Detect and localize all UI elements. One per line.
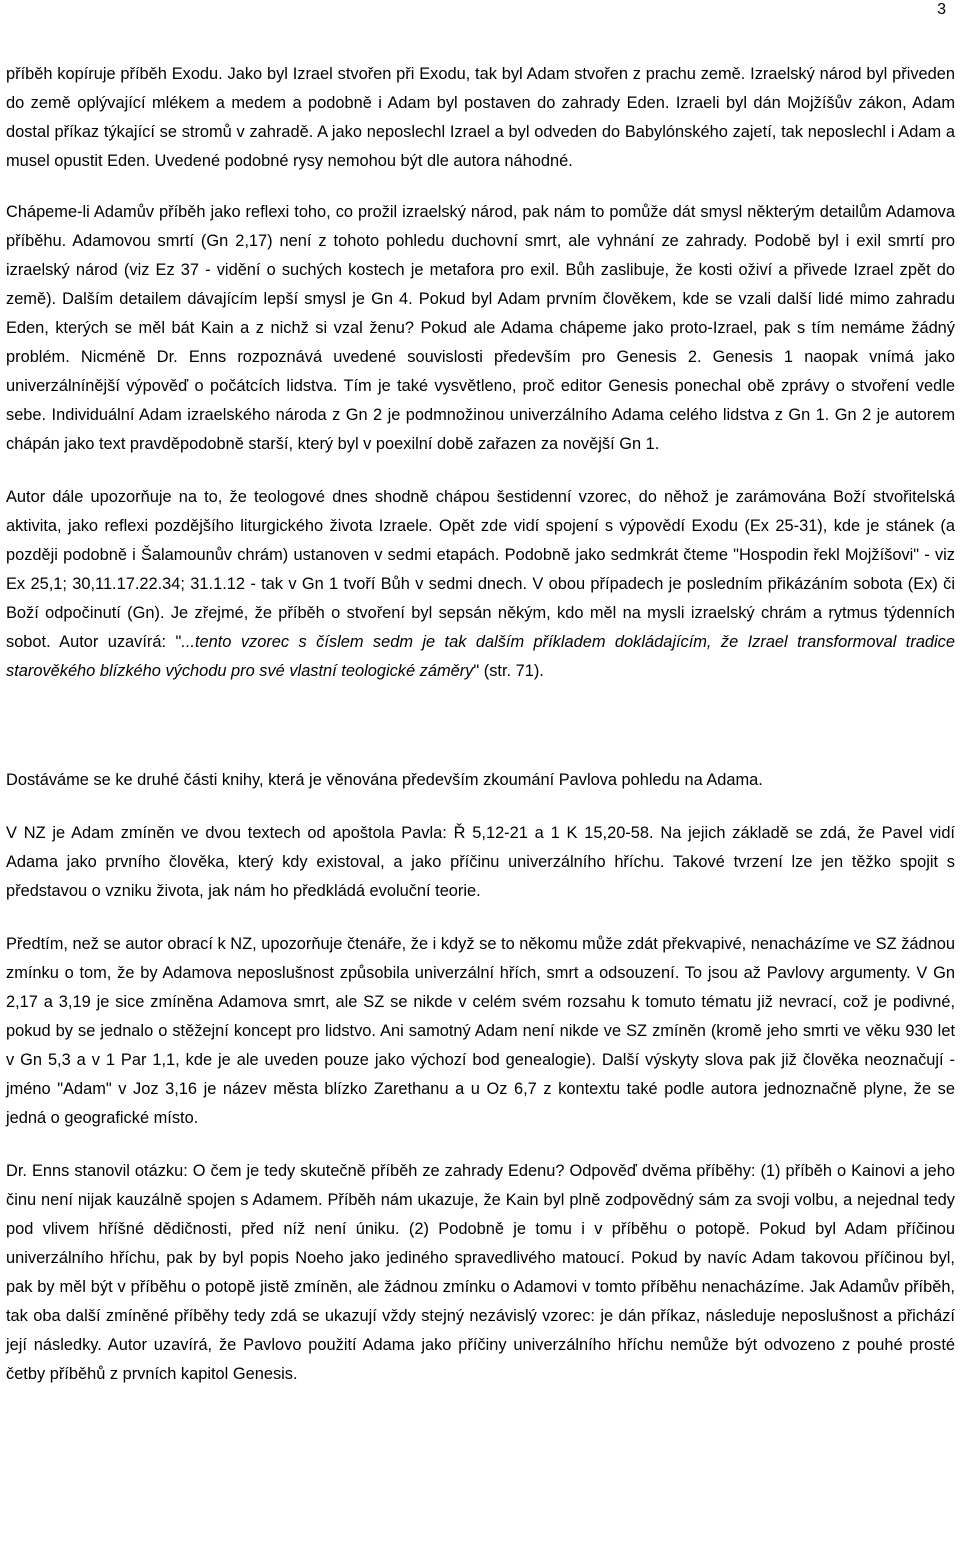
paragraph-1-text: příběh kopíruje příběh Exodu. Jako byl Izrael stvořen při Exodu, tak byl Adam stvořen z prachu země. Izraelský národ byl přiveden do země oplývající mlékem a medem a podobně i Adam byl postaven do zahrady Eden. Izraeli byl dán Mojžíšův zákon, Adam dostal příkaz týkající se stromů v zahradě. A jako neposlechl Izrael a byl odveden do Babylónského zajetí, tak neposlechl i Adam a musel opustit Eden. Uvedené podobné rysy nemohou být dle autora náhodné. bbox=[6, 65, 955, 170]
paragraph-7-text: Dr. Enns stanovil otázku: O čem je tedy skutečně příběh ze zahrady Edenu? Odpověď dvěma příběhy: (1) příběh o Kainovi a jeho činu není nijak kauzálně spojen s Adamem. Příběh nám ukazuje, že Kain byl plně zodpovědný sám za svoji volbu, a nejednal tedy pod vlivem hříšné dědičnosti, před níž není úniku. (2) Podobně je tomu i v příběhu o potopě. Pokud byl Adam příčinou univerzálního hříchu, pak by byl popis Noeho jako jediného spravedlivého matoucí. Pokud by navíc Adam takovou příčinou byl, pak by měl být v příběhu o potopě jistě zmíněn, ale žádnou zmínku o Adamovi v tomto příběhu nenacházíme. Jak Adamův příběh, tak oba další zmíněné příběhy tedy zdá se ukazují vždy stejný nezávislý vzorec: je dán příkaz, následuje neposlušnost a přichází její následky. Autor uzavírá, že Pavlovo použití Adama jako příčiny univerzálního hříchu nemůže být odvozeno z pouhé prosté četby příběhů z prvních kapitol Genesis. bbox=[6, 1162, 955, 1383]
paragraph-6-text: Předtím, než se autor obrací k NZ, upozorňuje čtenáře, že i když se to někomu může zdát překvapivé, nenacházíme ve SZ žádnou zmínku o tom, že by Adamova neposlušnost způsobila univerzální hřích, smrt a odsouzení. To jsou až Pavlovy argumenty. V Gn 2,17 a 3,19 je sice zmíněna Adamova smrt, ale SZ se nikde v celém svém rozsahu k tomuto tématu již nevrací, což je podivné, pokud by se jednalo o stěžejní koncept pro lidstvo. Ani samotný Adam není nikde ve SZ zmíněn (kromě jeho smrti ve věku 930 let v Gn 5,3 a v 1 Par 1,1, kde je ale uveden pouze jako výchozí bod genealogie). Další výskyty slova pak již člověka neoznačují - jméno "Adam" v Joz 3,16 je název města blízko Zarethanu a u Oz 6,7 z kontextu také podle autora jednoznačně plyne, že se jedná o geografické místo. bbox=[6, 935, 955, 1127]
paragraph-3-text-end: " (str. 71). bbox=[473, 662, 544, 680]
paragraph-5 bbox=[6, 819, 955, 906]
paragraph-6 bbox=[6, 930, 955, 1133]
paragraph-3-text-start: Autor dále upozorňuje na to, že teologové dnes shodně chápou šestidenní vzorec, do něhož je zarámována Boží stvořitelská aktivita, jako reflexi pozdějšího liturgického života Izraele. Opět zde vidí spojení s výpovědí Exodu (Ex 25-31), kde je stánek (a později podobně i Šalamounův chrám) ustanoven v sedmi etapách. Podobně jako sedmkrát čteme "Hospodin řekl Mojžíšovi" - viz Ex 25,1; 30,11.17.22.34; 31.1.12 - tak v Gn 1 tvoří Bůh v sedmi dnech. V obou případech je posledním přikázáním sobota (Ex) či Boží odpočinutí (Gn). Je zřejmé, že příběh o stvoření byl sepsán někým, kdo měl na mysli izraelský chrám a rytmus týdenních sobot. Autor uzavírá: " bbox=[6, 488, 955, 651]
paragraph-7 bbox=[6, 1157, 955, 1389]
paragraph-1 bbox=[6, 60, 955, 176]
paragraph-2 bbox=[6, 198, 955, 459]
paragraph-4 bbox=[6, 766, 955, 795]
document-body bbox=[6, 60, 955, 1413]
paragraph-4-text: Dostáváme se ke druhé části knihy, která je věnována především zkoumání Pavlova pohledu na Adama. bbox=[6, 771, 763, 789]
paragraph-3 bbox=[6, 483, 955, 686]
paragraph-3-quote-italic: ...tento vzorec s číslem sedm je tak dalším příkladem dokládajícím, že Izrael transformoval tradice starověkého blízkého východu pro své vlastní teologické záměry bbox=[6, 633, 955, 680]
page-number: 3 bbox=[937, 1, 946, 18]
paragraph-5-text: V NZ je Adam zmíněn ve dvou textech od apoštola Pavla: Ř 5,12-21 a 1 K 15,20-58. Na jejich základě se zdá, že Pavel vidí Adama jako prvního člověka, který kdy existoval, a jako příčinu univerzálního hříchu. Takové tvrzení lze jen těžko spojit s představou o vzniku života, jak nám ho předkládá evoluční teorie. bbox=[6, 824, 955, 900]
paragraph-2-text: Chápeme-li Adamův příběh jako reflexi toho, co prožil izraelský národ, pak nám to pomůže dát smysl některým detailům Adamova příběhu. Adamovou smrtí (Gn 2,17) není z tohoto pohledu duchovní smrt, ale vyhnání ze zahrady. Podobě byl i exil smrtí pro izraelský národ (viz Ez 37 - vidění o suchých kostech je metafora pro exil. Bůh zaslibuje, že kosti oživí a přivede Izrael zpět do země). Dalším detailem dávajícím lepší smysl je Gn 4. Pokud byl Adam prvním člověkem, kde se vzali další lidé mimo zahradu Eden, kterých se měl bát Kain a z nichž si vzal ženu? Pokud ale Adama chápeme jako proto-Izrael, pak s tím nemáme žádný problém. Nicméně Dr. Enns rozpoznává uvedené souvislosti především pro Genesis 2. Genesis 1 naopak vnímá jako univerzálnínější výpověď o počátcích lidstva. Tím je také vysvětleno, proč editor Genesis ponechal obě zprávy o stvoření vedle sebe. Individuální Adam izraelského národa z Gn 2 je podmnožinou univerzálního Adama celého lidstva z Gn 1. Gn 2 je autorem chápán jako text pravděpodobně starší, který byl v poexilní době zařazen za novější Gn 1. bbox=[6, 203, 955, 453]
